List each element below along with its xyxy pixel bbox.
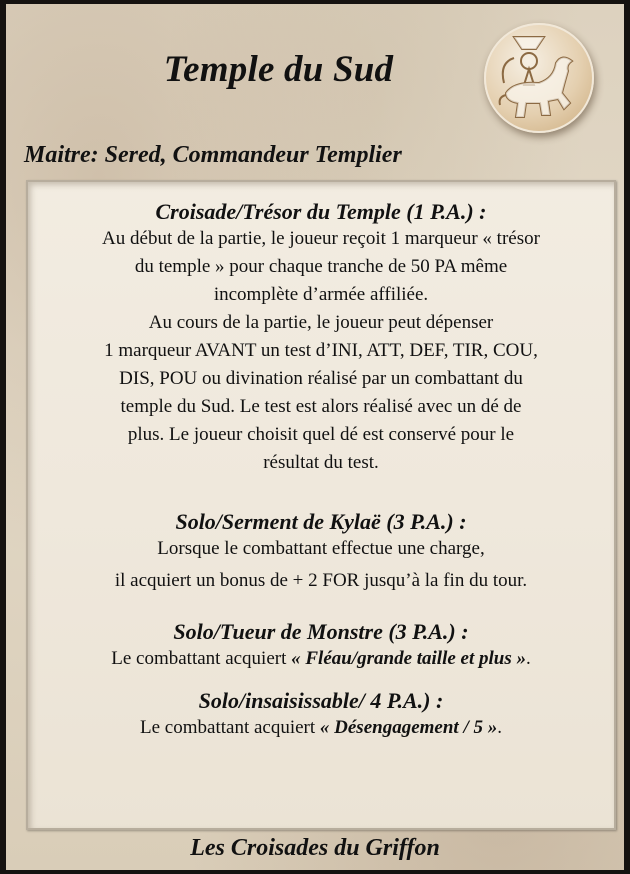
rule-body — [28, 645, 614, 673]
rule-text: . — [497, 717, 502, 738]
rule-section-tresor — [28, 198, 614, 477]
rule-text: Le combattant acquiert — [111, 648, 292, 669]
rule-line: Au début de la partie, le joueur reçoit 1 marqueur « trésor — [102, 228, 540, 249]
rule-line: 1 marqueur AVANT un test d’INI, ATT, DEF, TIR, COU, — [104, 340, 538, 361]
rule-section-insaisissable — [28, 687, 614, 742]
rule-line: plus. Le joueur choisit quel dé est conservé pour le — [127, 424, 515, 445]
rule-title: Croisade/Trésor du Temple (1 P.A.) : — [155, 199, 487, 224]
rule-line: Lorsque le combattant effectue une charge, — [157, 538, 485, 559]
rule-keyword: « Fléau/grande taille et plus » — [291, 648, 526, 669]
rule-line: Au cours de la partie, le joueur peut dépenser — [148, 312, 494, 333]
rule-line: DIS, POU ou divination réalisé par un combattant du — [119, 368, 523, 389]
griffon-emblem-icon — [484, 23, 594, 133]
rule-line: il acquiert un bonus de + 2 FOR jusqu’à la fin du tour. — [114, 570, 528, 591]
rule-body — [28, 535, 614, 595]
rule-text: . — [526, 648, 531, 669]
rule-line: du temple » pour chaque tranche de 50 PA même — [134, 256, 508, 277]
rule-text: Le combattant acquiert — [140, 717, 320, 738]
rule-line: résultat du test. — [263, 452, 379, 473]
rule-title: Solo/insaisissable/ 4 P.A.) : — [198, 688, 444, 713]
card-footer: Les Croisades du Griffon — [190, 835, 440, 861]
rule-title: Solo/Serment de Kylaë (3 P.A.) : — [175, 509, 467, 534]
rules-panel — [26, 180, 616, 830]
rule-line: temple du Sud. Le test est alors réalisé avec un dé de — [120, 396, 522, 417]
rule-line: incomplète d’armée affiliée. — [213, 284, 429, 305]
rule-keyword: « Désengagement / 5 » — [319, 717, 498, 738]
rule-body — [28, 714, 614, 742]
rule-section-tueur — [28, 618, 614, 673]
rule-body — [28, 225, 614, 477]
rule-title: Solo/Tueur de Monstre (3 P.A.) : — [173, 619, 469, 644]
master-line: Maitre: Sered, Commandeur Templier — [24, 142, 402, 168]
rule-section-serment — [28, 508, 614, 595]
card-title: Temple du Sud — [163, 49, 394, 90]
